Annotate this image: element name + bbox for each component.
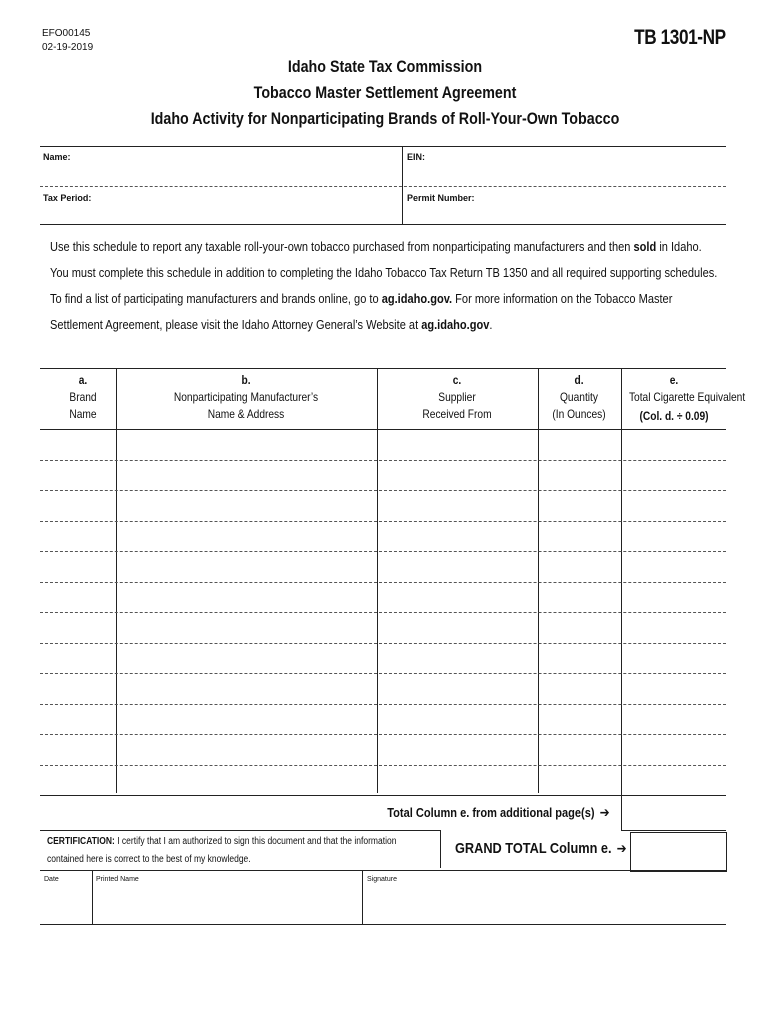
quantity-cell[interactable] [539, 583, 620, 612]
cigarette-equivalent-cell[interactable] [622, 522, 725, 551]
supplier-cell[interactable] [378, 766, 537, 795]
quantity-cell[interactable] [539, 491, 620, 520]
quantity-cell[interactable] [539, 705, 620, 734]
quantity-cell[interactable] [539, 430, 620, 459]
certification-text: I certify that I am authorized to sign this document and that the information [114, 836, 397, 847]
brand-name-cell[interactable] [41, 613, 115, 642]
quantity-cell[interactable] [539, 461, 620, 490]
date-label: Date [44, 876, 59, 883]
page-title: Idaho State Tax Commission [287, 57, 483, 76]
form-code-block [42, 27, 93, 55]
brand-name-cell[interactable] [41, 766, 115, 795]
supplier-cell[interactable] [378, 674, 537, 703]
arrow-right-icon: ➔ [616, 840, 627, 856]
manufacturer-cell[interactable] [117, 491, 376, 520]
form-id: TB 1301-NP [634, 26, 726, 49]
grand-total-label: GRAND TOTAL Column e. ➔ [455, 840, 627, 857]
cigarette-equivalent-cell[interactable] [622, 430, 725, 459]
name-label: Name: [43, 152, 71, 162]
cigarette-equivalent-cell[interactable] [622, 644, 725, 673]
quantity-cell[interactable] [539, 613, 620, 642]
instructions-text: in Idaho. You must complete this schedule in addition to completing the Idaho Tobacco Tax Return TB 1350 and all required supporting schedules. To find a list of participating manufacturers and brands online, go to [50, 239, 718, 306]
brand-name-cell[interactable] [41, 491, 115, 520]
ein-field[interactable] [403, 147, 726, 186]
cigarette-equivalent-cell[interactable] [622, 766, 725, 795]
brand-name-cell[interactable] [41, 644, 115, 673]
manufacturer-cell[interactable] [117, 735, 376, 764]
instructions-emphasis: sold [633, 239, 657, 254]
instructions-link[interactable]: ag.idaho.gov [421, 317, 490, 332]
supplier-cell[interactable] [378, 705, 537, 734]
cigarette-equivalent-cell[interactable] [622, 552, 725, 581]
grand-total-field[interactable] [630, 832, 727, 872]
permit-number-field[interactable] [403, 187, 726, 224]
additional-total-label: Total Column e. from additional page(s) ➔ [387, 804, 610, 820]
quantity-cell[interactable] [539, 674, 620, 703]
column-header-d: d. Quantity (In Ounces) [552, 373, 606, 421]
divider [621, 830, 726, 831]
supplier-cell[interactable] [378, 491, 537, 520]
manufacturer-cell[interactable] [117, 522, 376, 551]
brand-name-cell[interactable] [41, 674, 115, 703]
instructions-text: Use this schedule to report any taxable roll-your-own tobacco purchased from nonparticipating manufacturers and then [50, 239, 634, 254]
additional-total-field[interactable] [622, 794, 726, 830]
instructions-link[interactable]: ag.idaho.gov. [381, 291, 453, 306]
ein-label: EIN: [407, 152, 425, 162]
brand-name-cell[interactable] [41, 461, 115, 490]
divider [40, 830, 440, 831]
brand-name-cell[interactable] [41, 552, 115, 581]
certification-block [47, 833, 404, 869]
supplier-cell[interactable] [378, 644, 537, 673]
supplier-cell[interactable] [378, 430, 537, 459]
page-subtitle-2: Idaho Activity for Nonparticipating Brands of Roll-Your-Own Tobacco [150, 109, 620, 128]
manufacturer-cell[interactable] [117, 613, 376, 642]
tax-period-label: Tax Period: [43, 193, 92, 203]
divider [440, 830, 441, 868]
date-field[interactable] [40, 871, 91, 924]
quantity-cell[interactable] [539, 644, 620, 673]
supplier-cell[interactable] [378, 583, 537, 612]
form-date: 02-19-2019 [42, 42, 94, 53]
supplier-cell[interactable] [378, 735, 537, 764]
signature-field[interactable] [363, 871, 726, 924]
table-top-border [40, 368, 726, 369]
quantity-cell[interactable] [539, 735, 620, 764]
divider [40, 924, 726, 925]
manufacturer-cell[interactable] [117, 583, 376, 612]
cigarette-equivalent-cell[interactable] [622, 613, 725, 642]
brand-name-cell[interactable] [41, 705, 115, 734]
quantity-cell[interactable] [539, 766, 620, 795]
certification-label: CERTIFICATION: [47, 836, 115, 847]
brand-name-cell[interactable] [41, 430, 115, 459]
supplier-cell[interactable] [378, 613, 537, 642]
manufacturer-cell[interactable] [117, 552, 376, 581]
cigarette-equivalent-cell[interactable] [622, 461, 725, 490]
permit-number-label: Permit Number: [407, 193, 475, 203]
cigarette-equivalent-cell[interactable] [622, 674, 725, 703]
quantity-cell[interactable] [539, 552, 620, 581]
column-header-c: c. Supplier Received From [422, 373, 492, 421]
column-header-b: b. Nonparticipating Manufacturer’s Name & Address [173, 373, 319, 421]
signature-label: Signature [367, 876, 397, 883]
instructions-text: For more information on the Tobacco Master Settlement Agreement, please visit the Idaho Attorney General’s Website at [50, 291, 673, 332]
brand-name-cell[interactable] [41, 583, 115, 612]
cigarette-equivalent-cell[interactable] [622, 491, 725, 520]
tax-period-field[interactable] [40, 187, 402, 224]
supplier-cell[interactable] [378, 552, 537, 581]
quantity-cell[interactable] [539, 522, 620, 551]
manufacturer-cell[interactable] [117, 766, 376, 795]
cigarette-equivalent-cell[interactable] [622, 583, 725, 612]
column-header-e: e. Total Cigarette Equivalent (Col. d. ÷ 0.09) [628, 373, 746, 423]
arrow-right-icon: ➔ [600, 804, 610, 820]
supplier-cell[interactable] [378, 522, 537, 551]
cigarette-equivalent-cell[interactable] [622, 735, 725, 764]
instructions-paragraph [50, 234, 722, 338]
brand-name-cell[interactable] [41, 735, 115, 764]
certification-text-2: contained here is correct to the best of my knowledge. [47, 854, 251, 865]
manufacturer-cell[interactable] [117, 430, 376, 459]
page-subtitle: Tobacco Master Settlement Agreement [253, 83, 517, 102]
manufacturer-cell[interactable] [117, 461, 376, 490]
brand-name-cell[interactable] [41, 522, 115, 551]
form-code: EFO00145 [42, 28, 91, 39]
printed-name-label: Printed Name [96, 876, 139, 883]
name-field[interactable] [40, 147, 402, 186]
instructions-text: . [489, 317, 493, 332]
supplier-cell[interactable] [378, 461, 537, 490]
divider [40, 224, 726, 225]
printed-name-field[interactable] [93, 871, 361, 924]
manufacturer-cell[interactable] [117, 705, 376, 734]
cigarette-equivalent-cell[interactable] [622, 705, 725, 734]
manufacturer-cell[interactable] [117, 644, 376, 673]
column-header-a: a. Brand Name [69, 373, 97, 421]
manufacturer-cell[interactable] [117, 674, 376, 703]
